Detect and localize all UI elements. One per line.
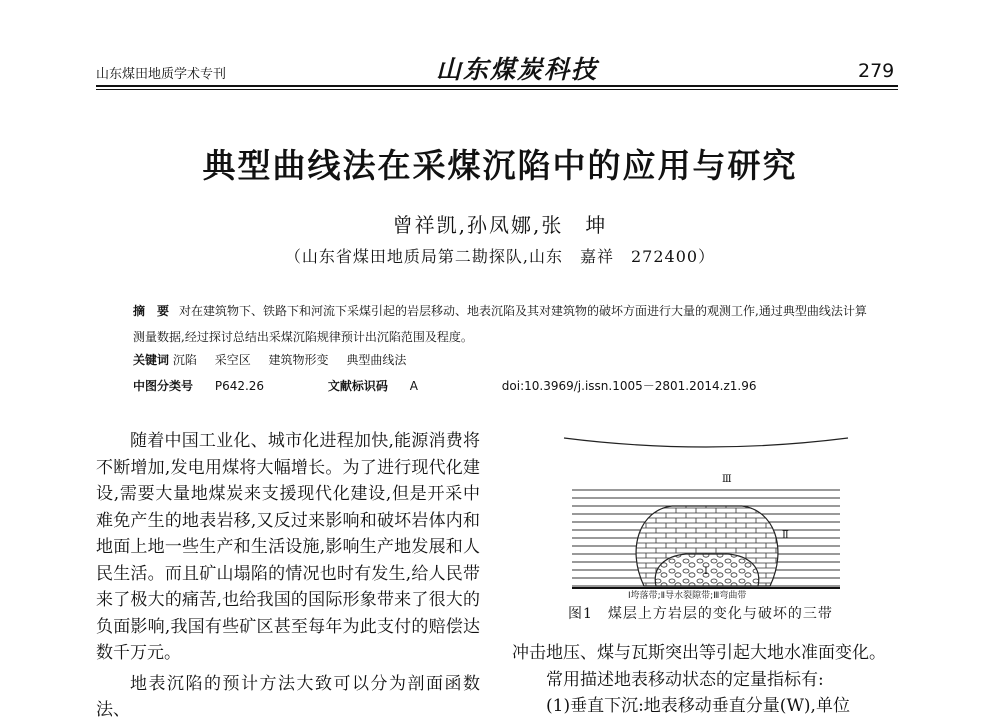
- classification-line: [133, 377, 893, 394]
- zone-label-ii: Ⅱ: [782, 530, 789, 541]
- zone-label-i: Ⅰ: [704, 566, 708, 577]
- header-rule: [96, 85, 898, 87]
- article-authors: 曾祥凯,孙凤娜,张 坤: [392, 213, 608, 237]
- surface-line: [564, 438, 848, 447]
- journal-name: 山东煤田地质学术专刊: [96, 67, 227, 82]
- journal-logo: 山东煤炭科技: [436, 55, 599, 84]
- body-paragraph: 常用描述地表移动状态的定量指标有:: [546, 669, 824, 690]
- figure-legend: Ⅰ垮落带;Ⅱ导水裂隙带;Ⅲ弯曲带: [628, 591, 747, 600]
- body-paragraph: 冲击地压、煤与瓦斯突出等引起大地水准面变化。: [512, 643, 886, 663]
- body-right-column: [512, 640, 902, 720]
- keywords: [133, 351, 420, 368]
- article-affiliation: （山东省煤田地质局第二勘探队,山东 嘉祥 272400）: [284, 247, 716, 266]
- doi: doi:10.3969/j.issn.1005－2801.2014.z1.96: [501, 379, 757, 393]
- keyword: 建筑物形变: [268, 353, 329, 367]
- body-paragraph: (1)垂直下沉:地表移动垂直分量(W),单位: [546, 696, 850, 716]
- doc-code-value: A: [409, 379, 418, 393]
- abstract-text: 对在建筑物下、铁路下和河流下采煤引起的岩层移动、地表沉陷及其对建筑物的破坏方面进行大量的观测工作,通过典型曲线法计算测量数据,经过探讨总结出采煤沉陷规律预计出沉陷范围及程度。: [133, 304, 867, 344]
- body-paragraph: 随着中国工业化、城市化进程加快,能源消费将不断增加,发电用煤将大幅增长。为了进行现代化建设,需要大量地煤炭来支援现代化建设,但是开采中难免产生的地表岩移,又反过来影响和破坏岩体内和地面上地一些生产和生活设施,影响生产地发展和人民生活。而且矿山塌陷的情况也时有发生,给人民带来了极大的痛苦,也给我国的国际形象带来了很大的负面影响,我国有些矿区甚至每年为此支付的赔偿达数千万元。: [96, 431, 480, 663]
- zone-label-iii: Ⅲ: [722, 474, 732, 485]
- article-title: 典型曲线法在采煤沉陷中的应用与研究: [202, 146, 798, 185]
- page-number: 279: [858, 60, 895, 82]
- keyword: 典型曲线法: [346, 353, 407, 367]
- figure-three-zones: [556, 428, 856, 600]
- abstract: [133, 298, 873, 350]
- abstract-label: 摘 要: [133, 304, 170, 318]
- keywords-label: 关键词: [133, 353, 170, 367]
- keyword: 采空区: [214, 353, 251, 367]
- doc-code-label: 文献标识码: [327, 379, 388, 393]
- header-rule-thin: [96, 89, 898, 90]
- body-paragraph: 地表沉陷的预计方法大致可以分为剖面函数法、: [96, 673, 480, 720]
- clc-label: 中图分类号: [133, 379, 194, 393]
- figure-caption: 图1 煤层上方岩层的变化与破坏的三带: [568, 606, 833, 622]
- keyword: 沉陷: [172, 353, 197, 367]
- body-left-column: [96, 428, 480, 724]
- clc-value: P642.26: [214, 379, 265, 393]
